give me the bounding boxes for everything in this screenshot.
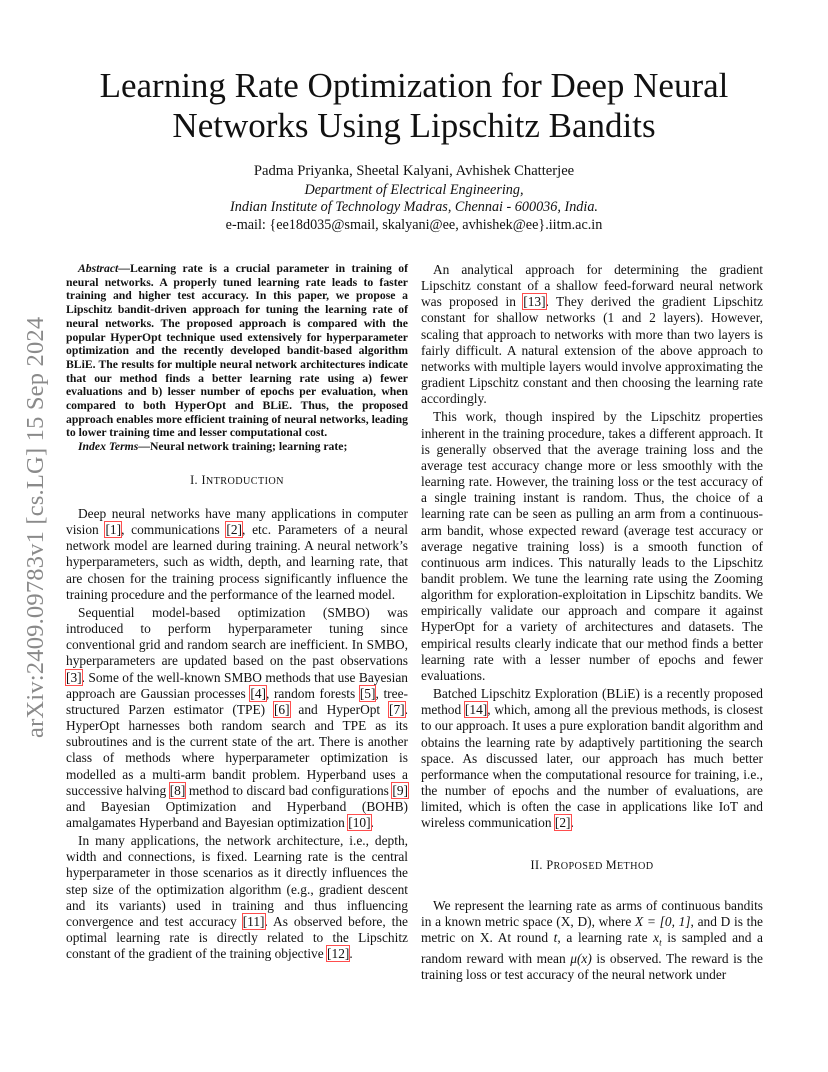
citation-link[interactable]: [12] [327,946,350,962]
citation-link[interactable]: [1] [105,522,122,538]
abstract-text: —Learning rate is a crucial parameter in training of neural networks. A properly tuned learning rate leads to faster training and higher test accuracy. In this paper, we propose a Lipschitz bandit-driven approach for tuning the learning rate of neural networks. The proposed approach is compared with the popular HyperOpt technique used extensively for hyperparameter optimization and the recently developed bandit-based algorithm BLiE. The results for multiple neural network architectures indicate that our method finds a better learning rate using a) fewer evaluations and b) lesser number of epochs per evaluation, when compared to both HyperOpt and BLiE. Thus, the proposed approach enables more efficient training of neural networks, leading to lower training time and lesser computational cost. [66,262,408,440]
paper-title [80,66,748,146]
author-block [120,163,708,234]
paragraph: Deep neural networks have many applications in computer vision [1], communications [2], etc. Parameters of a neural network model are learned during training. A neural network’s hyperparameters, such as width, depth, and learning rate, that are chosen for the training process significantly influence the training procedure and the performance of the learned model. [66,506,408,602]
index-terms-text: —Neural network training; learning rate; [138,440,348,454]
citation-link[interactable]: [9] [392,782,408,798]
citation-link[interactable]: [4] [250,685,266,701]
citation-link[interactable]: [2] [554,815,571,831]
math-inline: t [553,929,558,945]
paragraph: We represent the learning rate as arms of continuous bandits in a known metric space (X, D), where X = [0, 1], and D is the metric on X. At round t, a learning rate $x_t$ is sampled and a random reward with mean μ(x) is observed. The reward is the training loss or test accuracy of the neural network under [421,897,764,982]
section-heading-introduction: I. INTRODUCTION [190,472,284,487]
department: Department of Electrical Engineering, [304,181,524,198]
paragraph: An analytical approach for determining the gradient Lipschitz constant of a shallow feed-forward neural network was proposed in [13]. They derived the gradient Lipschitz constant for shallow networks (1 and 2 layers). However, scaling that approach to networks with more than two layers is fairly difficult. A natural extension of the above approach to networks with multiple layers would involve approximating the gradient Lipschitz constant and then choosing the learning rate accordingly. [421,262,763,407]
citation-link[interactable]: [5] [359,685,376,701]
citation-link[interactable]: [11] [242,913,265,929]
abstract [66,262,408,440]
left-column [66,262,408,964]
section-heading-proposed-method: II. PROPOSED METHOD [530,858,654,873]
index-terms [66,440,408,454]
authors: Padma Priyanka, Sheetal Kalyani, Avhishek Chatterjee [253,163,575,179]
math-inline: $x_t$ [653,929,662,948]
paragraph: Batched Lipschitz Exploration (BLiE) is a recently proposed method [14], which, among all the previous methods, is closest to our approach. It uses a pure exploration bandit algorithm and obtains the learning rate by adaptively partitioning the search space. As discussed later, our approach has much better performance when the computational resource for training, i.e., the number of epochs and the number of evaluations, are limited, which is often the case in applications like IoT and wireless communication [2]. [421,686,764,831]
citation-link[interactable]: [10] [348,814,371,830]
paragraph: In many applications, the network architecture, i.e., depth, width and connections, is fixed. Learning rate is the central hyperparameter in those scenarios as it directly influences the step size of the optimization algorithm (e.g., gradient descent and its variants) used in training and thus influencing convergence and test accuracy [11]. As observed before, the optimal learning rate is directly related to the Lipschitz constant of the gradient of the training objective [12]. [66,833,408,962]
citation-link[interactable]: [8] [169,782,186,798]
citation-link[interactable]: [3] [66,669,82,685]
paragraph: This work, though inspired by the Lipschitz properties inherent in the training procedure, takes a different approach. It is generally observed that the average training loss and the average test accuracy change more or less smoothly with the learning rate. However, the training loss or the test accuracy of a single training instant is random. Thus, the choice of a learning rate can be seen as pulling an arm from a continuous-arm bandit, whose expected reward (average test accuracy or average negative training loss) is a smooth function of continuous arm indices. This naturally leads to the Lipschitz bandit problem. We tune the learning rate using the Zooming algorithm for exploration-exploitation in Lipschitz bandits. We empirically validate our approach and compare it against HyperOpt for a variety of architectures and datasets. The empirical results clearly indicate that our method finds a better learning rate with a lesser number of epochs and fewer evaluations. [421,409,763,683]
paragraph: Sequential model-based optimization (SMBO) was introduced to perform hyperparameter tuning since conventional grid and random search are inefficient. In SMBO, hyperparameters are updated based on the past observations [3]. Some of the well-known SMBO methods that use Bayesian approach are Gaussian processes [4], random forests [5], tree-structured Parzen estimator (TPE) [6] and HyperOpt [7]. HyperOpt harnesses both random search and TPE as its subroutines and is the current state of the art. There is another class of methods where hyperparameter optimization is modelled as a multi-arm bandit problem. Hyperband uses a successive halving [8] method to discard bad configurations [9] and Bayesian Optimization and Hyperband (BOHB) amalgamates Hyperband and Bayesian optimization [10]. [66,604,408,830]
arxiv-stamp: arXiv:2409.09783v1 [cs.LG] 15 Sep 2024 [22,316,49,738]
citation-link[interactable]: [2] [226,522,243,538]
index-terms-label: Index Terms [78,440,139,454]
citation-link[interactable]: [13] [523,294,546,310]
title-line-1: Learning Rate Optimization for Deep Neural [99,66,729,105]
math-inline: μ(x) [570,950,592,966]
institute: Indian Institute of Technology Madras, Chennai - 600036, India. [230,199,598,215]
right-column [421,262,763,985]
email: e-mail: {ee18d035@smail, skalyani@ee, avhishek@ee}.iitm.ac.in [225,216,603,233]
citation-link[interactable]: [14] [464,702,488,718]
title-line-2: Networks Using Lipschitz Bandits [172,106,656,145]
citation-link[interactable]: [6] [273,701,290,717]
citation-link[interactable]: [7] [389,701,405,717]
abstract-label: Abstract [78,262,119,275]
math-inline: X = [0, 1] [635,913,691,929]
